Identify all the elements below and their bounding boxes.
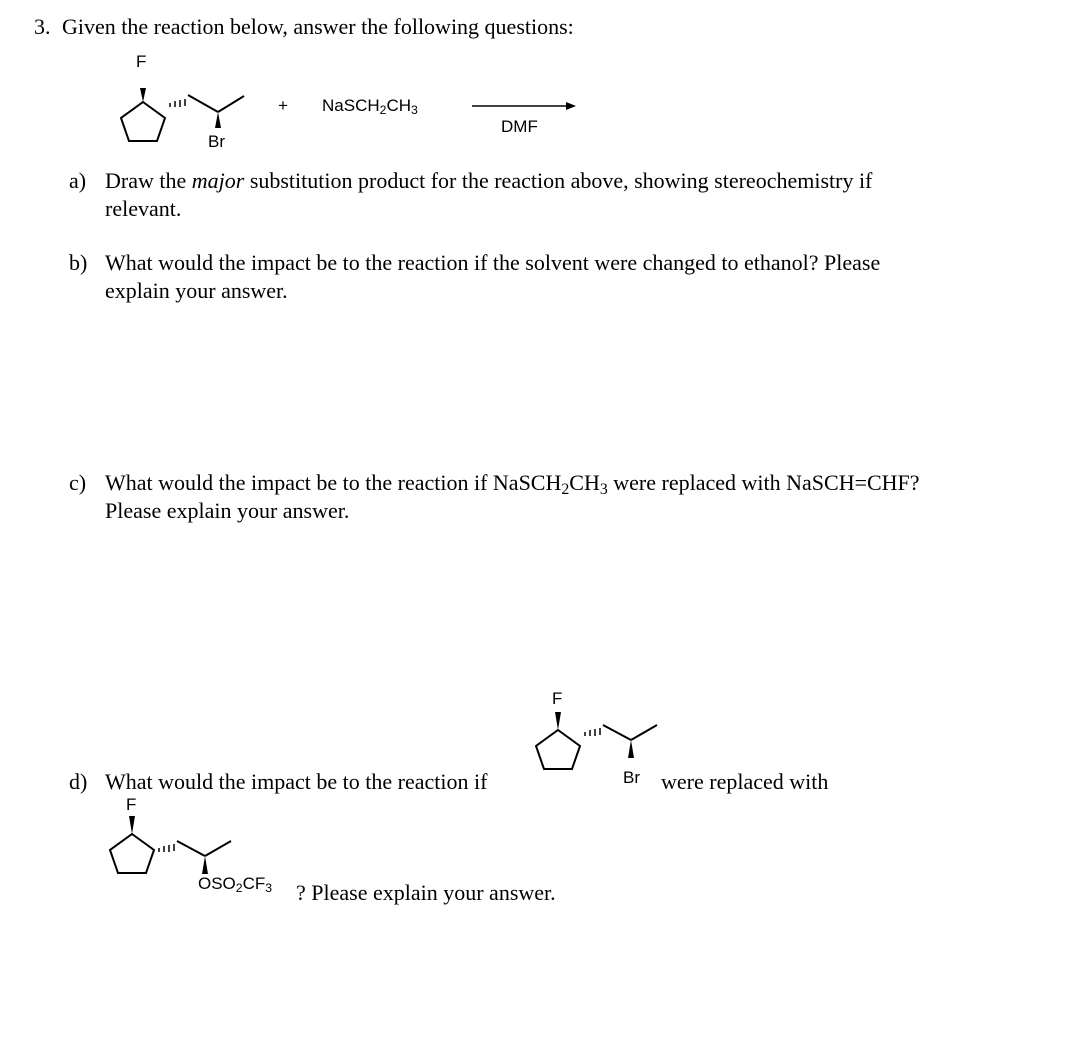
part-d-text-after: ? Please explain your answer.: [296, 880, 556, 905]
cyclopentane-ring: [121, 102, 165, 141]
substrate-atom-br: Br: [208, 132, 225, 151]
part-a-label: a): [69, 168, 87, 193]
part-a-text: Draw the major substitution product for the reaction above, showing stereochemistry if relevant.: [105, 168, 873, 221]
hashed-bond: [170, 99, 185, 107]
solvent-label: DMF: [501, 117, 538, 136]
part-d-text-middle: were replaced with: [661, 769, 829, 794]
part-d-molecule-bromide: [518, 690, 678, 790]
substrate-molecule: [100, 50, 260, 155]
part-b-label: b): [69, 250, 88, 275]
question-header: [34, 13, 574, 41]
substrate-atom-f: F: [136, 52, 147, 71]
reaction-arrow: [470, 97, 580, 113]
part-d-mol2-triflate-group: $OSO_2CF_3$: [198, 874, 273, 896]
wedge-bond-f: [140, 88, 146, 102]
part-d-mol1-atom-br: Br: [623, 768, 640, 787]
plus-sign: +: [278, 96, 288, 115]
part-d-label: d): [69, 769, 88, 794]
question-intro: Given the reaction below, answer the following questions:: [62, 14, 574, 39]
part-b-text: What would the impact be to the reaction if the solvent were changed to ethanol? Please explain your answer.: [105, 250, 881, 303]
part-d-mol1-atom-f: F: [552, 689, 563, 708]
part-c-text: What would the impact be to the reaction if $NaSCH_2CH_3$ were replaced with NaSCH=CHF? Please explain your answer.: [105, 470, 920, 523]
part-d-text-before: What would the impact be to the reaction if: [105, 769, 488, 794]
reagent-formula: $NaSCH_2CH_3$: [322, 96, 418, 118]
question-number: 3.: [34, 14, 51, 39]
part-c-label: c): [69, 470, 87, 495]
part-d-mol2-atom-f: F: [126, 795, 137, 814]
wedge-bond-br: [215, 112, 221, 128]
